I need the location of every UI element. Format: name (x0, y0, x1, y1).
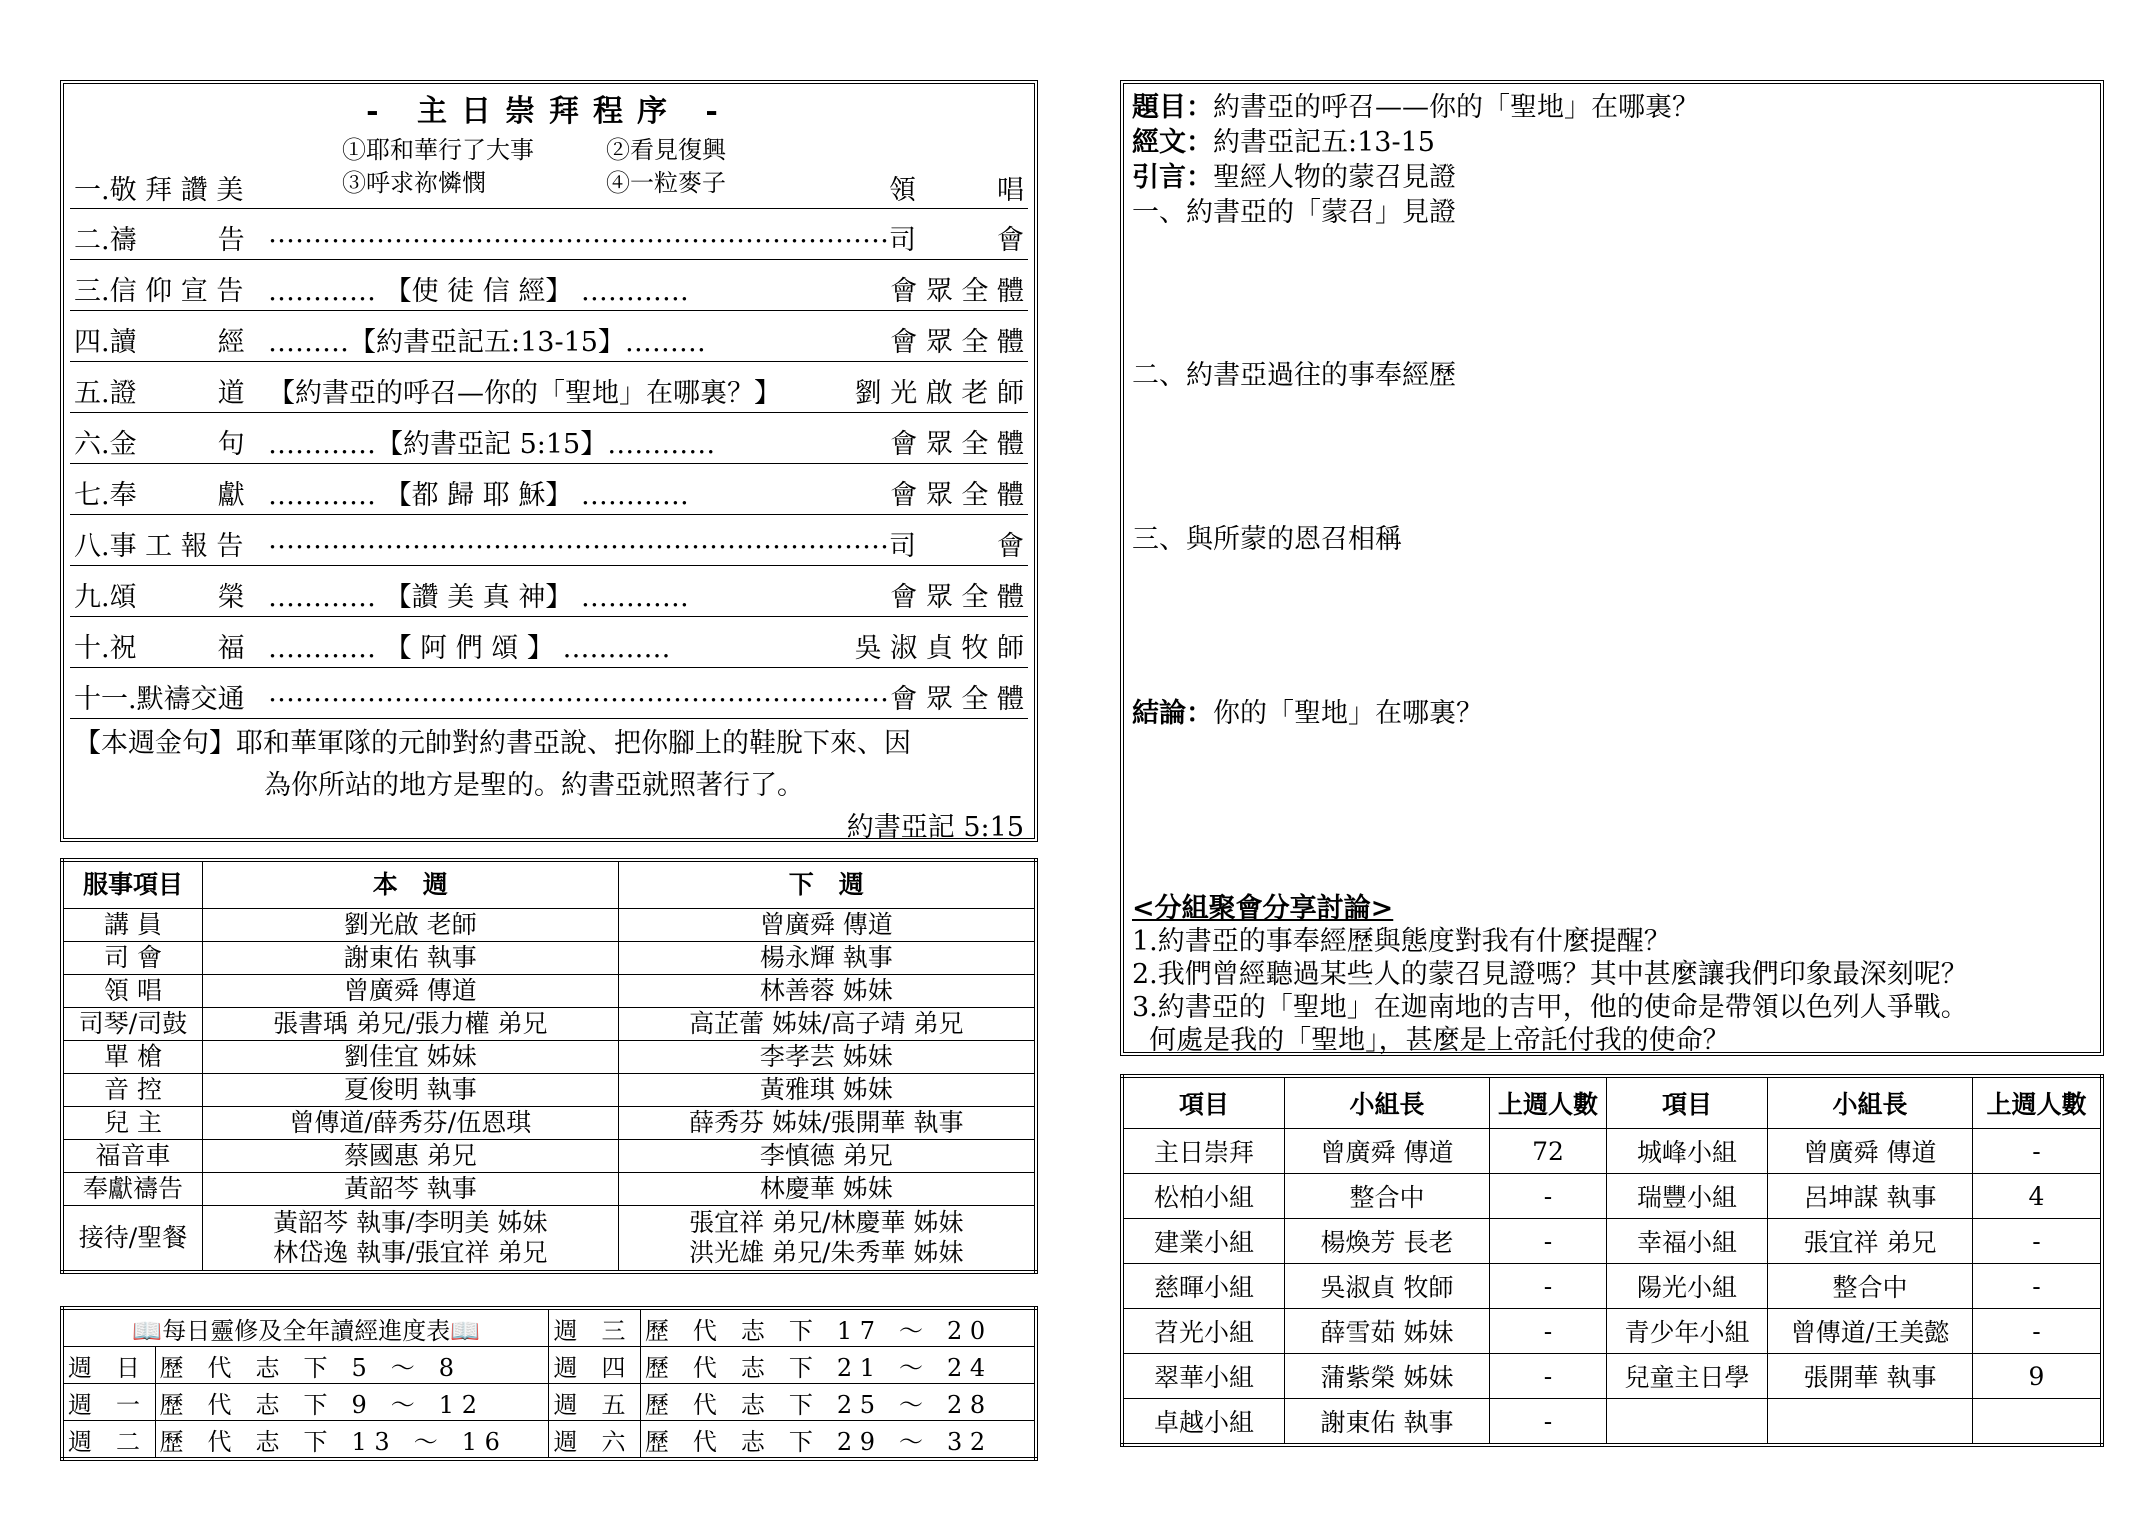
schedule-reading: 歷 代 志 下 1 7 ～ 2 0 (640, 1308, 1036, 1347)
group-leader: 張宜祥 弟兄 (1768, 1219, 1973, 1264)
service-item: 司 會 (62, 942, 203, 975)
hymn-item: ③呼求祢憐憫 (342, 169, 486, 197)
golden-verse (70, 719, 1028, 849)
group-attendance: - (1973, 1309, 2103, 1354)
this-week-cell: 曾廣舜 傳道 (203, 975, 619, 1008)
group-name: 幸福小組 (1607, 1219, 1768, 1264)
schedule-day: 週 日 (62, 1347, 155, 1384)
table-row (1122, 1354, 2102, 1399)
schedule-reading: 歷 代 志 下 1 3 ～ 1 6 (155, 1421, 549, 1460)
this-week-cell: 黃韶芩 執事 (203, 1173, 619, 1206)
column-header: 上週人數 (1490, 1076, 1607, 1129)
schedule-day: 週 二 (62, 1421, 155, 1460)
column-header: 小組長 (1285, 1076, 1490, 1129)
sermon-scripture-text: 約書亞記五:13-15 (1213, 127, 1435, 158)
table-row (62, 909, 1036, 942)
hymn-item: ④一粒麥子 (606, 169, 726, 197)
next-week-cell: 黃雅琪 姊妹 (618, 1074, 1036, 1107)
column-header: 服事項目 (62, 860, 203, 909)
schedule-reading: 歷 代 志 下 9 ～ 1 2 (155, 1384, 549, 1421)
table-row (62, 975, 1036, 1008)
table-row (62, 1107, 1036, 1140)
worship-row-person: 會 眾 全 體 (890, 327, 1024, 358)
table-header-row (62, 860, 1036, 909)
service-item: 司琴/司鼓 (62, 1008, 203, 1041)
sermon-conclusion (1132, 696, 1483, 731)
worship-row-person: 劉 光 啟 老 師 (854, 378, 1024, 409)
group-name (1607, 1399, 1768, 1446)
service-item: 兒 主 (62, 1107, 203, 1140)
next-week-cell: 曾廣舜 傳道 (618, 909, 1036, 942)
worship-row-content: …………………………………………………………… (268, 677, 889, 708)
schedule-day: 週 五 (549, 1384, 640, 1421)
column-header: 項目 (1607, 1076, 1768, 1129)
group-name: 翠華小組 (1122, 1354, 1285, 1399)
worship-row-person: 司 會 (889, 531, 1024, 562)
group-name: 陽光小組 (1607, 1264, 1768, 1309)
table-row (62, 1384, 1036, 1421)
this-week-line: 黃韶芩 執事/李明美 姊妹 (273, 1208, 548, 1237)
group-attendance (1973, 1399, 2103, 1446)
this-week-cell: 劉光啟 老師 (203, 909, 619, 942)
sermon-conclusion-text: 你的「聖地」在哪裏？ (1213, 698, 1483, 729)
group-attendance: - (1973, 1129, 2103, 1174)
worship-order-panel (60, 80, 1038, 842)
this-week-cell: 張書瑀 弟兄/張力權 弟兄 (203, 1008, 619, 1041)
column-header: 上週人數 (1973, 1076, 2103, 1129)
column-header: 項目 (1122, 1076, 1285, 1129)
table-row (1122, 1129, 2102, 1174)
group-leader: 曾廣舜 傳道 (1285, 1129, 1490, 1174)
group-name: 建業小組 (1122, 1219, 1285, 1264)
worship-row-person: 吳 淑 貞 牧 師 (854, 633, 1024, 664)
sermon-title (1132, 90, 2092, 125)
service-item: 領 唱 (62, 975, 203, 1008)
schedule-reading: 歷 代 志 下 2 9 ～ 3 2 (640, 1421, 1036, 1460)
worship-row-person: 領 唱 (889, 175, 1024, 206)
small-groups-table (1120, 1074, 2104, 1447)
column-header: 本 週 (203, 860, 619, 909)
worship-row-content: …………【約書亞記 5:15】………… (268, 429, 716, 460)
schedule-day: 週 四 (549, 1347, 640, 1384)
worship-row-content: ………… 【 阿 們 頌 】 ………… (268, 633, 671, 664)
worship-row-label: 六.金 句 (74, 429, 245, 460)
discussion-question: 2.我們曾經聽過某些人的蒙召見證嗎？其中甚麼讓我們印象最深刻呢？ (1132, 959, 1968, 990)
table-row (62, 1347, 1036, 1384)
group-leader: 曾傳道/王美懿 (1768, 1309, 1973, 1354)
discussion-question: 1.約書亞的事奉經歷與態度對我有什麼提醒？ (1132, 926, 1671, 957)
service-item: 接待/聖餐 (62, 1206, 203, 1273)
sermon-intro-label: 引言： (1132, 162, 1213, 193)
group-attendance: 4 (1973, 1174, 2103, 1219)
table-row (62, 1421, 1036, 1460)
discussion-question: 3.約書亞的「聖地」在迦南地的吉甲，他的使命是帶領以色列人爭戰。 (1132, 992, 1968, 1023)
table-row (1122, 1399, 2102, 1446)
next-week-cell: 林善蓉 姊妹 (618, 975, 1036, 1008)
group-leader: 曾廣舜 傳道 (1768, 1129, 1973, 1174)
group-leader: 整合中 (1768, 1264, 1973, 1309)
service-item: 福音車 (62, 1140, 203, 1173)
sermon-notes-panel (1120, 80, 2104, 1056)
hymn-item: ②看見復興 (606, 136, 726, 164)
table-row (62, 942, 1036, 975)
this-week-cell: 劉佳宜 姊妹 (203, 1041, 619, 1074)
group-leader (1768, 1399, 1973, 1446)
worship-row-label: 七.奉 獻 (74, 480, 245, 511)
table-header-row (1122, 1076, 2102, 1129)
worship-row-content: …………………………………………………………… (268, 218, 889, 249)
service-roster-table (60, 858, 1038, 1274)
this-week-cell: 夏俊明 執事 (203, 1074, 619, 1107)
next-week-cell: 李孝芸 姊妹 (618, 1041, 1036, 1074)
group-attendance: 72 (1490, 1129, 1607, 1174)
worship-row-label: 三.信 仰 宣 告 (74, 276, 244, 307)
sermon-scripture-label: 經文： (1132, 127, 1213, 158)
next-week-line: 張宜祥 弟兄/林慶華 姊妹 (689, 1208, 964, 1237)
golden-verse-line: 【本週金句】耶和華軍隊的元帥對約書亞說、把你腳上的鞋脫下來、因 (74, 728, 911, 759)
worship-row-label: 二.禱 告 (74, 225, 245, 256)
discussion-title: <分組聚會分享討論> (1132, 893, 1394, 924)
worship-row-content: ………… 【讚 美 真 神】 ………… (268, 582, 689, 613)
group-name: 卓越小組 (1122, 1399, 1285, 1446)
group-name: 慈暉小組 (1122, 1264, 1285, 1309)
table-row (62, 1140, 1036, 1173)
worship-row-content: 【約書亞的呼召—你的「聖地」在哪裏？】 (268, 378, 781, 409)
group-leader: 吳淑貞 牧師 (1285, 1264, 1490, 1309)
group-attendance: - (1973, 1219, 2103, 1264)
golden-verse-reference: 約書亞記 5:15 (846, 812, 1024, 843)
sermon-point: 三、與所蒙的恩召相稱 (1132, 524, 1402, 555)
worship-row-person: 會 眾 全 體 (890, 684, 1024, 715)
sermon-scripture (1132, 125, 2092, 160)
schedule-day: 週 一 (62, 1384, 155, 1421)
worship-row (70, 566, 1028, 617)
group-name: 兒童主日學 (1607, 1354, 1768, 1399)
next-week-cell: 高芷蕾 姊妹/高子靖 弟兄 (618, 1008, 1036, 1041)
bible-reading-schedule (60, 1306, 1038, 1461)
column-header: 小組長 (1768, 1076, 1973, 1129)
table-row (62, 1308, 1036, 1347)
worship-row-label: 十.祝 福 (74, 633, 245, 664)
service-item: 講 員 (62, 909, 203, 942)
worship-row-person: 會 眾 全 體 (890, 429, 1024, 460)
next-week-cell (618, 1206, 1036, 1273)
sermon-point: 二、約書亞過往的事奉經歷 (1132, 360, 1456, 391)
group-attendance: - (1490, 1309, 1607, 1354)
worship-row-label: 九.頌 榮 (74, 582, 245, 613)
worship-row (70, 362, 1028, 413)
column-header: 下 週 (618, 860, 1036, 909)
group-leader: 張開華 執事 (1768, 1354, 1973, 1399)
schedule-day: 週 六 (549, 1421, 640, 1460)
table-row (62, 1173, 1036, 1206)
schedule-reading: 歷 代 志 下 2 1 ～ 2 4 (640, 1347, 1036, 1384)
group-leader: 呂坤謀 執事 (1768, 1174, 1973, 1219)
worship-row-label: 一.敬 拜 讚 美 (74, 175, 244, 206)
worship-row (70, 464, 1028, 515)
service-item: 單 槍 (62, 1041, 203, 1074)
table-row (62, 1041, 1036, 1074)
group-attendance: - (1490, 1354, 1607, 1399)
group-attendance: - (1490, 1264, 1607, 1309)
group-leader: 楊煥芳 長老 (1285, 1219, 1490, 1264)
next-week-cell: 楊永輝 執事 (618, 942, 1036, 975)
sermon-point: 一、約書亞的「蒙召」見證 (1132, 197, 1456, 228)
group-leader: 薛雪茹 姊妹 (1285, 1309, 1490, 1354)
group-attendance: - (1490, 1399, 1607, 1446)
sermon-intro-text: 聖經人物的蒙召見證 (1213, 162, 1456, 193)
next-week-cell: 李慎德 弟兄 (618, 1140, 1036, 1173)
discussion-question: 何處是我的「聖地」，甚麼是上帝託付我的使命？ (1132, 1025, 1730, 1056)
golden-verse-line: 為你所站的地方是聖的。約書亞就照著行了。 (264, 770, 804, 801)
sermon-intro (1132, 160, 2092, 195)
group-leader: 蒲紫榮 姊妹 (1285, 1354, 1490, 1399)
table-row (1122, 1174, 2102, 1219)
worship-row (70, 209, 1028, 260)
group-name: 松柏小組 (1122, 1174, 1285, 1219)
worship-row (70, 515, 1028, 566)
hymn-item: ①耶和華行了大事 (342, 136, 534, 164)
table-row (62, 1074, 1036, 1107)
group-leader: 謝東佑 執事 (1285, 1399, 1490, 1446)
group-attendance: 9 (1973, 1354, 2103, 1399)
table-row (1122, 1309, 2102, 1354)
worship-row-content: ………【約書亞記五:13-15】……… (268, 327, 706, 358)
worship-row-content: ………… 【都 歸 耶 穌】 ………… (268, 480, 689, 511)
group-attendance: - (1973, 1264, 2103, 1309)
worship-row-person: 會 眾 全 體 (890, 582, 1024, 613)
worship-row-content: …………………………………………………………… (268, 524, 889, 555)
worship-row (70, 311, 1028, 362)
this-week-cell: 謝東佑 執事 (203, 942, 619, 975)
schedule-title: 📖每日靈修及全年讀經進度表📖 (62, 1308, 549, 1347)
discussion-section (1132, 892, 1968, 1057)
worship-row (70, 134, 1028, 209)
schedule-reading: 歷 代 志 下 2 5 ～ 2 8 (640, 1384, 1036, 1421)
worship-row (70, 617, 1028, 668)
group-name: 瑞豐小組 (1607, 1174, 1768, 1219)
group-name: 城峰小組 (1607, 1129, 1768, 1174)
worship-row-person: 會 眾 全 體 (890, 480, 1024, 511)
group-name: 苕光小組 (1122, 1309, 1285, 1354)
worship-row-content: ………… 【使 徒 信 經】 ………… (268, 276, 689, 307)
table-row (1122, 1219, 2102, 1264)
this-week-cell: 曾傳道/薛秀芬/伍恩琪 (203, 1107, 619, 1140)
sermon-title-label: 題目： (1132, 92, 1213, 123)
group-name: 主日崇拜 (1122, 1129, 1285, 1174)
worship-row (70, 413, 1028, 464)
worship-row-label: 五.證 道 (74, 378, 245, 409)
next-week-cell: 林慶華 姊妹 (618, 1173, 1036, 1206)
this-week-cell (203, 1206, 619, 1273)
worship-row-label: 八.事 工 報 告 (74, 531, 244, 562)
schedule-day: 週 三 (549, 1308, 640, 1347)
worship-row-label: 四.讀 經 (74, 327, 245, 358)
schedule-reading: 歷 代 志 下 5 ～ 8 (155, 1347, 549, 1384)
table-row (1122, 1264, 2102, 1309)
group-name: 青少年小組 (1607, 1309, 1768, 1354)
service-item: 奉獻禱告 (62, 1173, 203, 1206)
table-row (62, 1008, 1036, 1041)
hymn-list (342, 134, 870, 200)
this-week-cell: 蔡國惠 弟兄 (203, 1140, 619, 1173)
sermon-conclusion-label: 結論： (1132, 698, 1213, 729)
sermon-title-text: 約書亞的呼召——你的「聖地」在哪裏？ (1213, 92, 1699, 123)
worship-row-person: 司 會 (889, 225, 1024, 256)
worship-row-person: 會 眾 全 體 (890, 276, 1024, 307)
service-item: 音 控 (62, 1074, 203, 1107)
next-week-line: 洪光雄 弟兄/朱秀華 姊妹 (689, 1238, 964, 1267)
worship-row-label: 十一.默禱交通 (74, 684, 245, 715)
worship-row (70, 260, 1028, 311)
group-attendance: - (1490, 1174, 1607, 1219)
group-attendance: - (1490, 1219, 1607, 1264)
this-week-line: 林岱逸 執事/張宜祥 弟兄 (273, 1238, 548, 1267)
worship-title: - 主日崇拜程序 - (366, 94, 732, 129)
group-leader: 整合中 (1285, 1174, 1490, 1219)
worship-row (70, 668, 1028, 719)
table-row (62, 1206, 1036, 1273)
next-week-cell: 薛秀芬 姊妹/張開華 執事 (618, 1107, 1036, 1140)
